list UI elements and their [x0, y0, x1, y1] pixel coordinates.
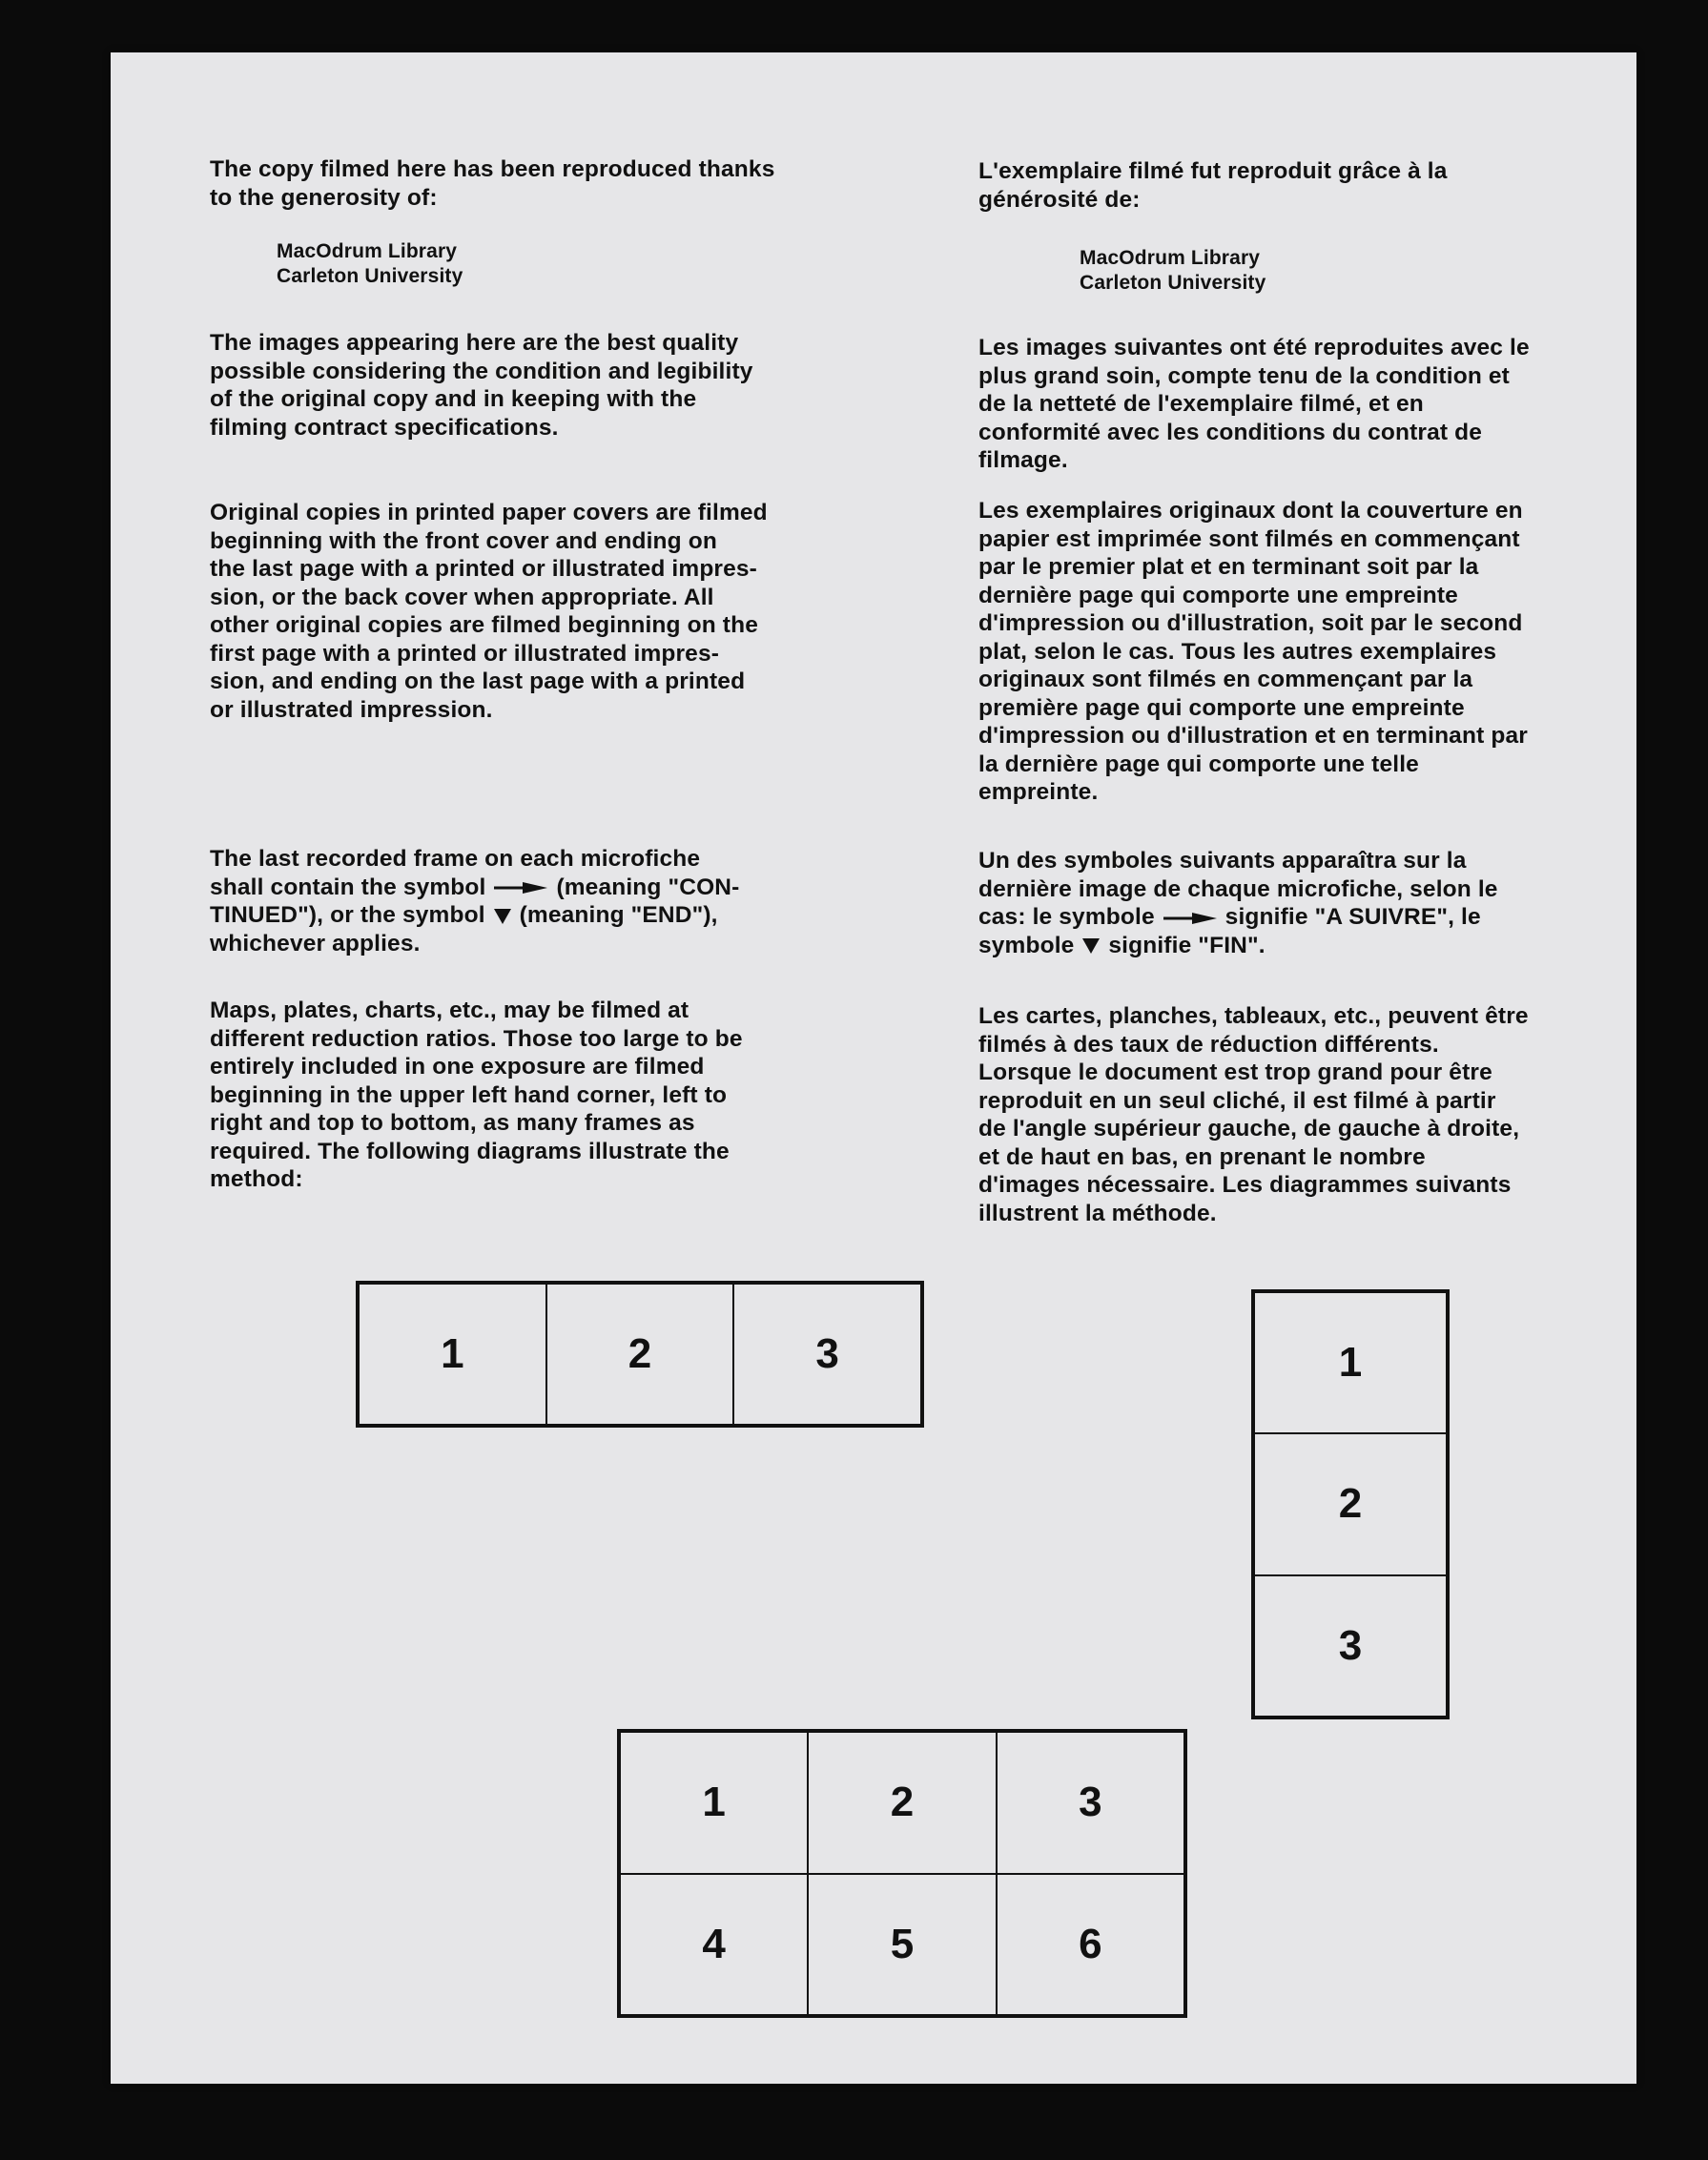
symbols-line: The last recorded frame on each microfiche [210, 846, 701, 872]
symbols-line [978, 903, 1498, 932]
triangle-down-icon [494, 909, 511, 924]
symbols-line [210, 901, 739, 930]
intro-fr: L'exemplaire filmé fut reproduit grâce à la générosité de: [978, 158, 1448, 213]
symbols-text: (meaning "CON- [556, 874, 740, 900]
symbols-line [978, 932, 1498, 960]
frame-cell: 1 [620, 1732, 808, 1874]
diagram-vertical [1251, 1289, 1450, 1719]
library-en: MacOdrum Library Carleton University [277, 240, 463, 287]
triangle-down-icon [1082, 938, 1100, 954]
frame-cell: 1 [359, 1284, 546, 1425]
originals-note-fr: Les exemplaires originaux dont la couverture en papier est imprimée sont filmés en commençant par le premier plat et en terminant soit par la dernière page qui comporte une empreinte d'impression ou d'illustration, soit par le second plat, selon le cas. Tous les autres exemplaires originaux sont filmés en commençant par la première page qui comporte une empreinte d'impression ou d'illustration et en terminant par la dernière page qui comporte une telle empreinte. [978, 498, 1528, 805]
frame-cell: 2 [546, 1284, 734, 1425]
symbols-line: dernière image de chaque microfiche, selon le [978, 875, 1498, 902]
images-note-en: The images appearing here are the best quality possible considering the condition and legibility of the original copy and in keeping with the filming contract specifications. [210, 330, 753, 441]
symbols-line: whichever applies. [210, 930, 421, 957]
symbols-line [210, 874, 739, 902]
symbols-text: signifie "FIN". [1108, 932, 1266, 958]
frame-cell: 3 [733, 1284, 921, 1425]
frame-cell: 6 [997, 1874, 1184, 2016]
arrow-icon [494, 882, 547, 894]
frame-cell: 2 [1254, 1433, 1447, 1574]
intro-en: The copy filmed here has been reproduced thanks to the generosity of: [210, 156, 775, 211]
maps-note-en: Maps, plates, charts, etc., may be filmed at different reduction ratios. Those too large to be entirely included in one exposure are filmed beginning in the upper left hand corner, left to right and top to bottom, as many frames as required. The following diagrams illustrate the method: [210, 998, 743, 1192]
symbols-line: Un des symboles suivants apparaîtra sur la [978, 848, 1467, 874]
symbols-text: TINUED"), or the symbol [210, 902, 485, 928]
library-fr: MacOdrum Library Carleton University [1080, 247, 1266, 294]
arrow-icon [1163, 913, 1217, 924]
frame-cell: 5 [808, 1874, 996, 2016]
symbols-note-fr [978, 847, 1498, 959]
diagram-horizontal [356, 1281, 924, 1428]
maps-note-fr: Les cartes, planches, tableaux, etc., peuvent être filmés à des taux de réduction différents. Lorsque le document est trop grand pour être reproduit en un seul cliché, il est filmé à partir de l'angle supérieur gauche, de gauche à droite, et de haut en bas, en prenant le nombre d'images nécessaire. Les diagrammes suivants illustrent la méthode. [978, 1003, 1529, 1226]
symbols-note-en [210, 845, 739, 957]
frame-cell: 4 [620, 1874, 808, 2016]
images-note-fr: Les images suivantes ont été reproduites avec le plus grand soin, compte tenu de la condition et de la netteté de l'exemplaire filmé, et en conformité avec les conditions du contrat de filmage. [978, 335, 1530, 473]
symbols-text: shall contain the symbol [210, 874, 486, 900]
frame-cell: 1 [1254, 1292, 1447, 1433]
filmed-page [111, 52, 1636, 2084]
symbols-text: (meaning "END"), [519, 902, 718, 928]
symbols-text: cas: le symbole [978, 904, 1155, 930]
symbols-text: symbole [978, 932, 1075, 958]
diagram-grid [617, 1729, 1187, 2018]
frame-cell: 3 [997, 1732, 1184, 1874]
frame-cell: 3 [1254, 1575, 1447, 1717]
symbols-text: signifie "A SUIVRE", le [1224, 904, 1481, 930]
frame-cell: 2 [808, 1732, 996, 1874]
originals-note-en: Original copies in printed paper covers are filmed beginning with the front cover and ending on the last page with a printed or illustrated impres- sion, or the back cover when appropriate. All other original copies are filmed beginning on the first page with a printed or illustrated impres- sion, and ending on the last page with a printed or illustrated impression. [210, 500, 768, 723]
